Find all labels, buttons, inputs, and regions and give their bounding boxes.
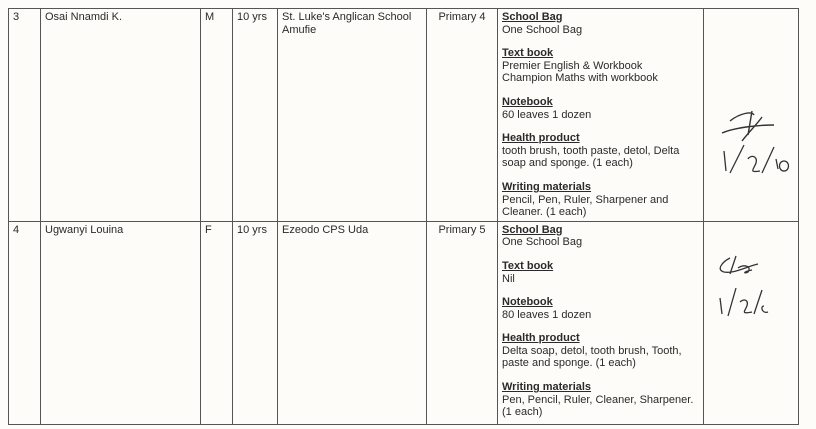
items-received	[498, 9, 704, 222]
school-name: Ezeodo CPS Uda	[278, 221, 427, 424]
item-line: One School Bag	[502, 23, 583, 36]
items-received	[498, 221, 704, 424]
item-writing-materials	[502, 381, 699, 419]
item-line: Delta soap, detol, tooth brush, Tooth, paste and sponge. (1 each)	[502, 344, 682, 370]
item-health-product	[502, 132, 699, 170]
signature-cell	[704, 9, 799, 222]
item-writing-materials	[502, 181, 699, 219]
beneficiary-table	[8, 8, 799, 425]
signature-cell	[704, 221, 799, 424]
pupil-sex: F	[201, 221, 233, 424]
handwritten-signature-icon	[708, 248, 798, 338]
item-title: School Bag	[502, 11, 563, 23]
item-line: Pencil, Pen, Ruler, Sharpener and Cleaner. (1 each)	[502, 193, 669, 219]
item-school-bag	[502, 11, 699, 36]
class-level: Primary 4	[427, 9, 498, 222]
handwritten-signature-icon	[712, 101, 802, 191]
item-title: Writing materials	[502, 381, 592, 394]
item-title: Notebook	[502, 296, 553, 309]
item-health-product	[502, 332, 699, 370]
item-title: Writing materials	[502, 180, 592, 193]
item-title: School Bag	[502, 223, 563, 236]
table-row	[9, 9, 799, 222]
class-level: Primary 5	[427, 221, 498, 424]
item-line: Nil	[502, 272, 515, 285]
item-notebook	[502, 96, 699, 121]
school-name: St. Luke's Anglican School Amufie	[278, 9, 427, 222]
item-title: Text book	[502, 47, 554, 60]
item-notebook	[502, 296, 699, 321]
pupil-age: 10 yrs	[233, 9, 278, 222]
pupil-sex: M	[201, 9, 233, 222]
item-text-book	[502, 260, 699, 285]
item-line: Champion Maths with workbook	[502, 72, 658, 85]
item-line: Premier English & Workbook	[502, 59, 643, 72]
item-line: tooth brush, tooth paste, detol, Delta soap and sponge. (1 each)	[502, 144, 680, 170]
item-text-book	[502, 47, 699, 85]
item-school-bag	[502, 224, 699, 249]
item-title: Notebook	[502, 95, 553, 108]
pupil-name: Osai Nnamdi K.	[41, 9, 201, 222]
item-line: 60 leaves 1 dozen	[502, 108, 592, 121]
item-title: Text book	[502, 259, 554, 272]
serial-number: 3	[9, 9, 41, 222]
item-line: Pen, Pencil, Ruler, Cleaner, Sharpener. (1 each)	[502, 393, 694, 419]
item-title: Health product	[502, 132, 580, 145]
table-row	[9, 221, 799, 424]
item-line: One School Bag	[502, 236, 583, 249]
pupil-name: Ugwanyi Louina	[41, 221, 201, 424]
pupil-age: 10 yrs	[233, 221, 278, 424]
serial-number: 4	[9, 221, 41, 424]
item-title: Health product	[502, 332, 580, 345]
item-line: 80 leaves 1 dozen	[502, 308, 592, 321]
